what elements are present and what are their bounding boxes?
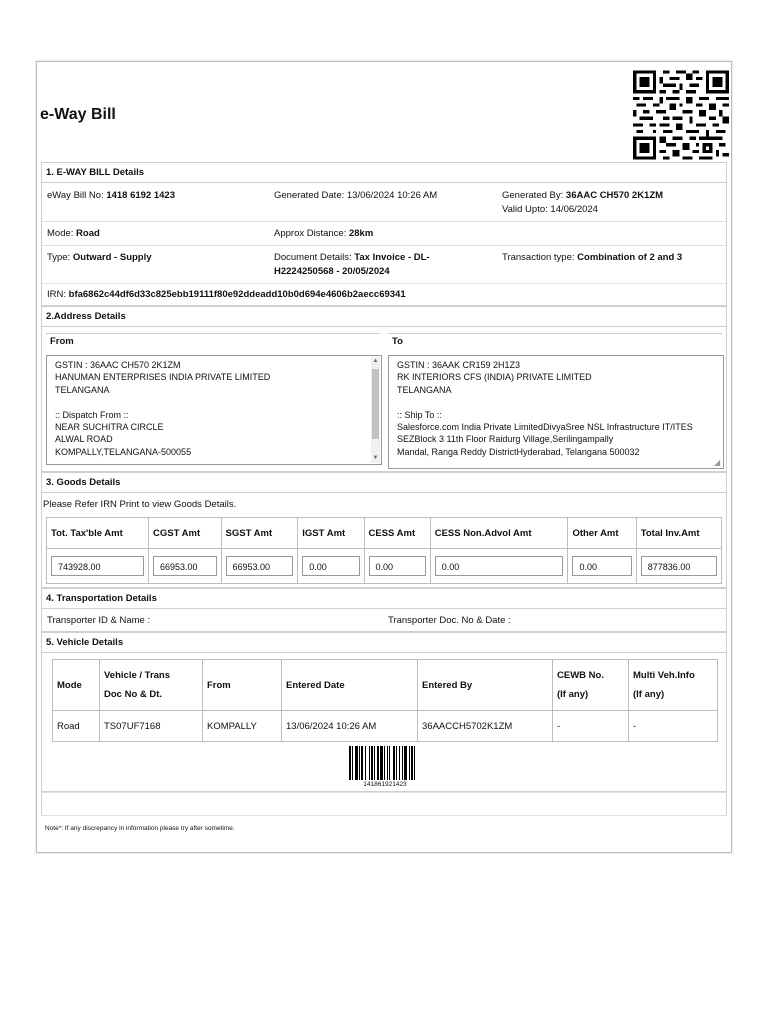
barcode-number: 141861921423 xyxy=(363,781,407,788)
barcode-bar xyxy=(377,746,379,780)
goods-value-row xyxy=(47,549,722,584)
to-address-line: Mandal, Ranga Reddy DistrictHyderabad, Telangana 500032 xyxy=(397,446,640,457)
from-address-line: KOMPALLY,TELANGANA-500055 xyxy=(55,446,192,457)
vh-multi: Multi Veh.Info (If any) xyxy=(629,660,718,711)
barcode-bar xyxy=(414,746,415,780)
generated-by: Generated By: 36AAC CH570 2K1ZM Valid Upto: 14/06/2024 xyxy=(502,190,664,215)
barcode-bar xyxy=(404,746,407,780)
barcode-bar xyxy=(380,746,383,780)
barcode-bar xyxy=(359,746,360,780)
from-address-line: NEAR SUCHITRA CIRCLE xyxy=(55,422,164,433)
transporter-id: Transporter ID & Name : xyxy=(47,615,151,626)
section-goods-header: 3. Goods Details xyxy=(41,472,727,492)
to-address-line: Salesforce.com India Private LimitedDivyaSree NSL Infrastructure IT/ITES xyxy=(397,422,693,433)
page-title: e-Way Bill xyxy=(40,106,116,123)
supply-type: Type: Outward - Supply xyxy=(47,252,152,263)
goods-note: Please Refer IRN Print to view Goods Details. xyxy=(43,499,237,510)
footer-note: Note*: If any discrepancy in information please try after sometime. xyxy=(45,825,235,832)
goods-header-cell: Tot. Tax'ble Amt xyxy=(47,518,149,549)
ewb-details-box xyxy=(41,182,727,306)
goods-header-cell: CGST Amt xyxy=(148,518,221,549)
goods-amount-field[interactable]: 0.00 xyxy=(369,556,426,576)
barcode-icon xyxy=(349,746,421,780)
goods-value-cell xyxy=(221,549,298,584)
ewb-row-3 xyxy=(42,246,726,284)
irn: IRN: bfa6862c44df6d33c825ebb19111f80e92ddeadd10b0d694e4606b2aecc69341 xyxy=(47,289,406,300)
vh-vehicle: Vehicle / Trans Doc No & Dt. xyxy=(100,660,203,711)
to-address-line: SEZBlock 3 11th Floor Raidurg Village,Serilingampally xyxy=(397,434,614,445)
barcode-bar xyxy=(409,746,410,780)
ewb-number: eWay Bill No: 1418 6192 1423 xyxy=(47,190,175,201)
from-address-line: TELANGANA xyxy=(55,384,110,395)
approx-distance: Approx Distance: 28km xyxy=(274,228,374,239)
from-address-textarea[interactable] xyxy=(46,355,382,465)
from-address-line: HANUMAN ENTERPRISES INDIA PRIVATE LIMITED xyxy=(55,372,271,383)
from-label: From xyxy=(46,333,380,349)
vh-date: Entered Date xyxy=(282,660,418,711)
goods-amount-field[interactable]: 743928.00 xyxy=(51,556,144,576)
address-box xyxy=(41,326,727,472)
goods-header-cell: SGST Amt xyxy=(221,518,298,549)
goods-value-cell xyxy=(298,549,364,584)
goods-amount-field[interactable]: 0.00 xyxy=(572,556,631,576)
section-ewb-details-header: 1. E-WAY BILL Details xyxy=(41,162,727,182)
goods-amount-field[interactable]: 66953.00 xyxy=(226,556,294,576)
goods-box xyxy=(41,492,727,588)
vd-from: KOMPALLY xyxy=(203,711,282,742)
ewb-row-2 xyxy=(42,222,726,246)
vh-by: Entered By xyxy=(418,660,553,711)
document-details: Document Details: Tax Invoice - DL- H2224250568 - 20/05/2024 xyxy=(274,252,430,277)
vd-by: 36AACCH5702K1ZM xyxy=(418,711,553,742)
barcode-bar xyxy=(396,746,397,780)
transport-box xyxy=(41,608,727,632)
goods-header-cell: Total Inv.Amt xyxy=(636,518,721,549)
to-label: To xyxy=(388,333,722,349)
goods-value-cell xyxy=(364,549,430,584)
barcode-bar xyxy=(349,746,351,780)
barcode-bar xyxy=(369,746,370,780)
goods-value-cell xyxy=(636,549,721,584)
section-address-header: 2.Address Details xyxy=(41,306,727,326)
vehicle-data-row xyxy=(53,711,718,742)
barcode-bar xyxy=(384,746,385,780)
vd-vehicle: TS07UF7168 xyxy=(100,711,203,742)
goods-value-cell xyxy=(47,549,149,584)
goods-header-cell: CESS Amt xyxy=(364,518,430,549)
to-address-line: RK INTERIORS CFS (INDIA) PRIVATE LIMITED xyxy=(397,372,592,383)
transaction-type: Transaction type: Combination of 2 and 3 xyxy=(502,252,683,263)
section-transport-header: 4. Transportation Details xyxy=(41,588,727,608)
barcode-bar xyxy=(352,746,353,780)
qr-code-icon xyxy=(633,70,729,160)
goods-value-cell xyxy=(430,549,568,584)
barcode-bar xyxy=(387,746,388,780)
to-address-line: TELANGANA xyxy=(397,384,452,395)
vh-mode: Mode xyxy=(53,660,100,711)
from-address-line: GSTIN : 36AAC CH570 2K1ZM xyxy=(55,360,181,370)
ewb-row-1 xyxy=(42,183,726,222)
to-address-line: :: Ship To :: xyxy=(397,409,442,420)
vh-from: From xyxy=(203,660,282,711)
barcode-bar xyxy=(371,746,373,780)
scroll-down-icon[interactable]: ▼ xyxy=(372,455,379,461)
barcode-bar xyxy=(389,746,390,780)
eway-bill-sheet xyxy=(36,61,732,853)
vd-date: 13/06/2024 10:26 AM xyxy=(282,711,418,742)
vd-multi: - xyxy=(629,711,718,742)
goods-amount-field[interactable]: 877836.00 xyxy=(641,556,717,576)
goods-table xyxy=(46,517,722,584)
mode: Mode: Road xyxy=(47,228,100,239)
barcode-bar xyxy=(355,746,358,780)
barcode-bar xyxy=(361,746,363,780)
vd-cewb: - xyxy=(553,711,629,742)
resize-grip-icon[interactable]: ◢ xyxy=(714,458,721,467)
barcode-bar xyxy=(411,746,413,780)
goods-header-cell: IGST Amt xyxy=(298,518,364,549)
barcode-bar xyxy=(402,746,403,780)
generated-date: Generated Date: 13/06/2024 10:26 AM xyxy=(274,190,438,201)
barcode-bar xyxy=(399,746,400,780)
goods-amount-field[interactable]: 0.00 xyxy=(435,556,564,576)
transporter-doc: Transporter Doc. No & Date : xyxy=(388,615,511,626)
vehicle-header-row xyxy=(53,660,718,711)
barcode-bar xyxy=(374,746,375,780)
empty-row xyxy=(41,792,727,816)
to-address-line xyxy=(397,396,715,408)
goods-value-cell xyxy=(568,549,636,584)
barcode-bar xyxy=(393,746,395,780)
vd-mode: Road xyxy=(53,711,100,742)
goods-header-row xyxy=(47,518,722,549)
to-address-textarea[interactable] xyxy=(388,355,724,469)
from-address-line: ALWAL ROAD xyxy=(55,434,113,445)
from-address-line: :: Dispatch From :: xyxy=(55,409,129,420)
from-address-scrollbar[interactable] xyxy=(371,357,380,463)
goods-amount-field[interactable]: 0.00 xyxy=(302,556,359,576)
section-vehicle-header: 5. Vehicle Details xyxy=(41,632,727,652)
goods-value-cell xyxy=(148,549,221,584)
scroll-up-icon[interactable]: ▲ xyxy=(372,358,379,364)
to-address-line: GSTIN : 36AAK CR159 2H1Z3 xyxy=(397,360,521,370)
vh-cewb: CEWB No. (If any) xyxy=(553,660,629,711)
from-address-line xyxy=(55,396,373,408)
vehicle-table xyxy=(52,659,718,742)
barcode-bar xyxy=(365,746,366,780)
goods-header-cell: CESS Non.Advol Amt xyxy=(430,518,568,549)
goods-header-cell: Other Amt xyxy=(568,518,636,549)
goods-amount-field[interactable]: 66953.00 xyxy=(153,556,217,576)
